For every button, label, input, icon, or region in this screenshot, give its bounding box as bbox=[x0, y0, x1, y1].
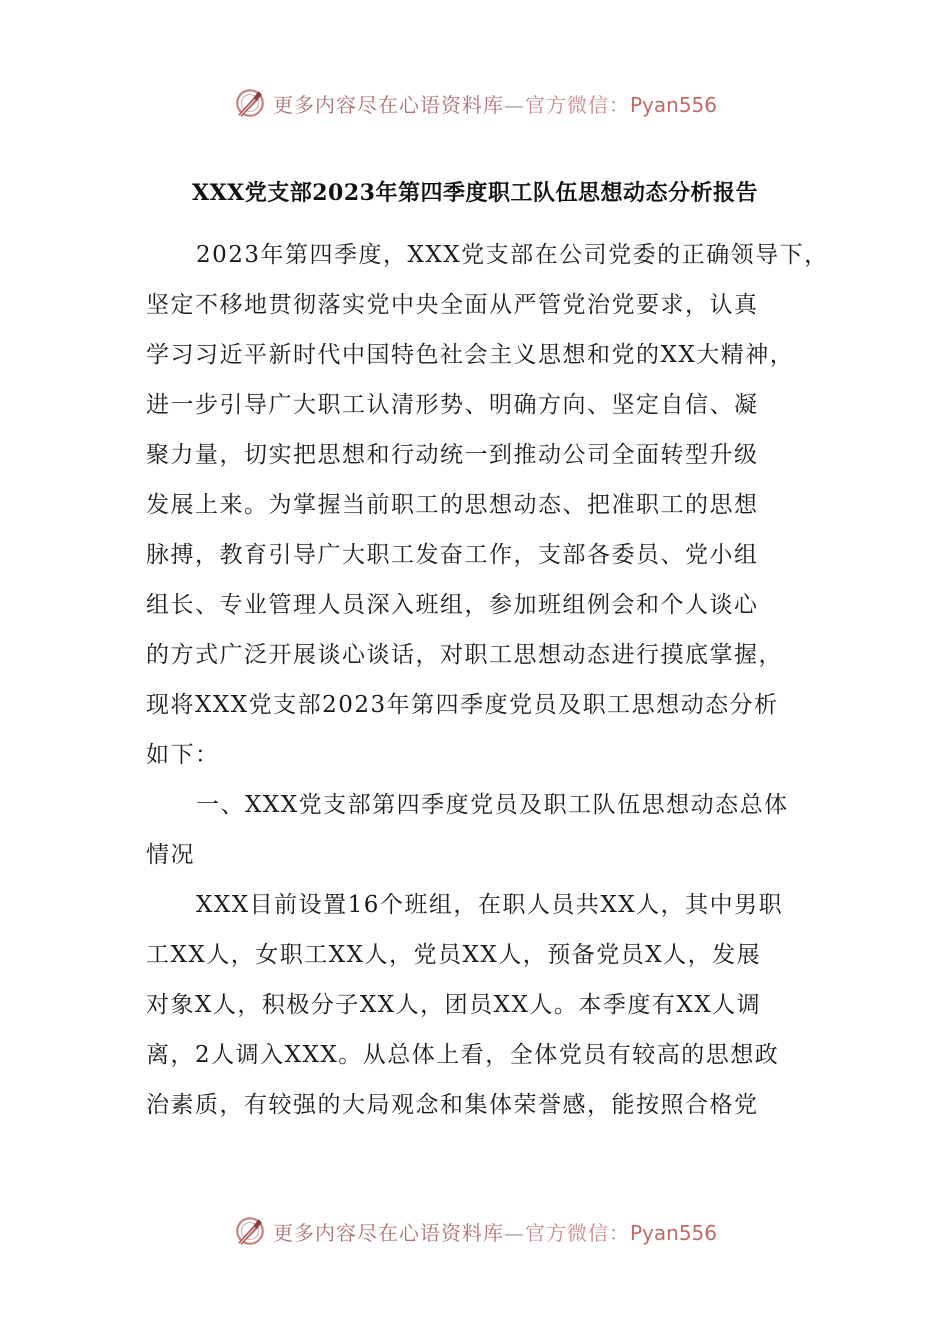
paragraph-line: 学习习近平新时代中国特色社会主义思想和党的XX大精神， bbox=[146, 342, 795, 368]
watermark-text bbox=[273, 89, 717, 118]
watermark-official-label: 官方微信： bbox=[524, 92, 630, 117]
watermark-main-text: 更多内容尽在心语资料库 bbox=[272, 1220, 504, 1245]
paragraph-line: 离，2人调入XXX。从总体上看，全体党员有较高的思想政 bbox=[146, 1042, 780, 1068]
watermark-banner-bottom bbox=[0, 1209, 950, 1253]
watermark-text bbox=[273, 1217, 717, 1246]
watermark-wechat-id: Pyan556 bbox=[629, 1220, 717, 1245]
paragraph-line: 2023年第四季度，XXX党支部在公司党委的正确领导下， bbox=[196, 242, 829, 268]
paragraph-line: 进一步引导广大职工认清形势、明确方向、坚定自信、凝 bbox=[146, 392, 759, 418]
document-title: XXX党支部2023年第四季度职工队伍思想动态分析报告 bbox=[192, 180, 758, 206]
paragraph-line: 的方式广泛开展谈心谈话，对职工思想动态进行摸底掌握， bbox=[146, 642, 783, 668]
watermark-official-label: 官方微信： bbox=[524, 1220, 630, 1245]
paragraph-line: XXX目前设置16个班组，在职人员共XX人，其中男职 bbox=[196, 892, 784, 918]
section-heading-line: 情况 bbox=[146, 842, 195, 868]
section-heading-line: 一、XXX党支部第四季度党员及职工队伍思想动态总体 bbox=[196, 792, 789, 818]
pen-nib-logo-icon bbox=[233, 1214, 267, 1248]
paragraph-line: 坚定不移地贯彻落实党中央全面从严管党治党要求，认真 bbox=[146, 292, 759, 318]
paragraph-line: 如下： bbox=[146, 742, 220, 768]
watermark-main-text: 更多内容尽在心语资料库 bbox=[272, 92, 504, 117]
watermark-wechat-id: Pyan556 bbox=[629, 92, 717, 117]
paragraph-line: 现将XXX党支部2023年第四季度党员及职工思想动态分析 bbox=[146, 692, 779, 718]
paragraph-line: 发展上来。为掌握当前职工的思想动态、把准职工的思想 bbox=[146, 492, 759, 518]
paragraph-line: 治素质，有较强的大局观念和集体荣誉感，能按照合格党 bbox=[146, 1092, 759, 1118]
paragraph-line: 脉搏，教育引导广大职工发奋工作，支部各委员、党小组 bbox=[146, 542, 759, 568]
paragraph-line: 对象X人，积极分子XX人，团员XX人。本季度有XX人调 bbox=[146, 992, 762, 1018]
document-body bbox=[146, 230, 836, 1130]
paragraph-line: 工XX人，女职工XX人，党员XX人，预备党员X人，发展 bbox=[146, 942, 762, 968]
watermark-separator: — bbox=[503, 92, 525, 117]
paragraph-line: 聚力量，切实把思想和行动统一到推动公司全面转型升级 bbox=[146, 442, 759, 468]
watermark-separator: — bbox=[503, 1220, 525, 1245]
watermark-banner-top bbox=[0, 81, 950, 125]
pen-nib-logo-icon bbox=[233, 86, 267, 120]
paragraph-line: 组长、专业管理人员深入班组，参加班组例会和个人谈心 bbox=[146, 592, 759, 618]
